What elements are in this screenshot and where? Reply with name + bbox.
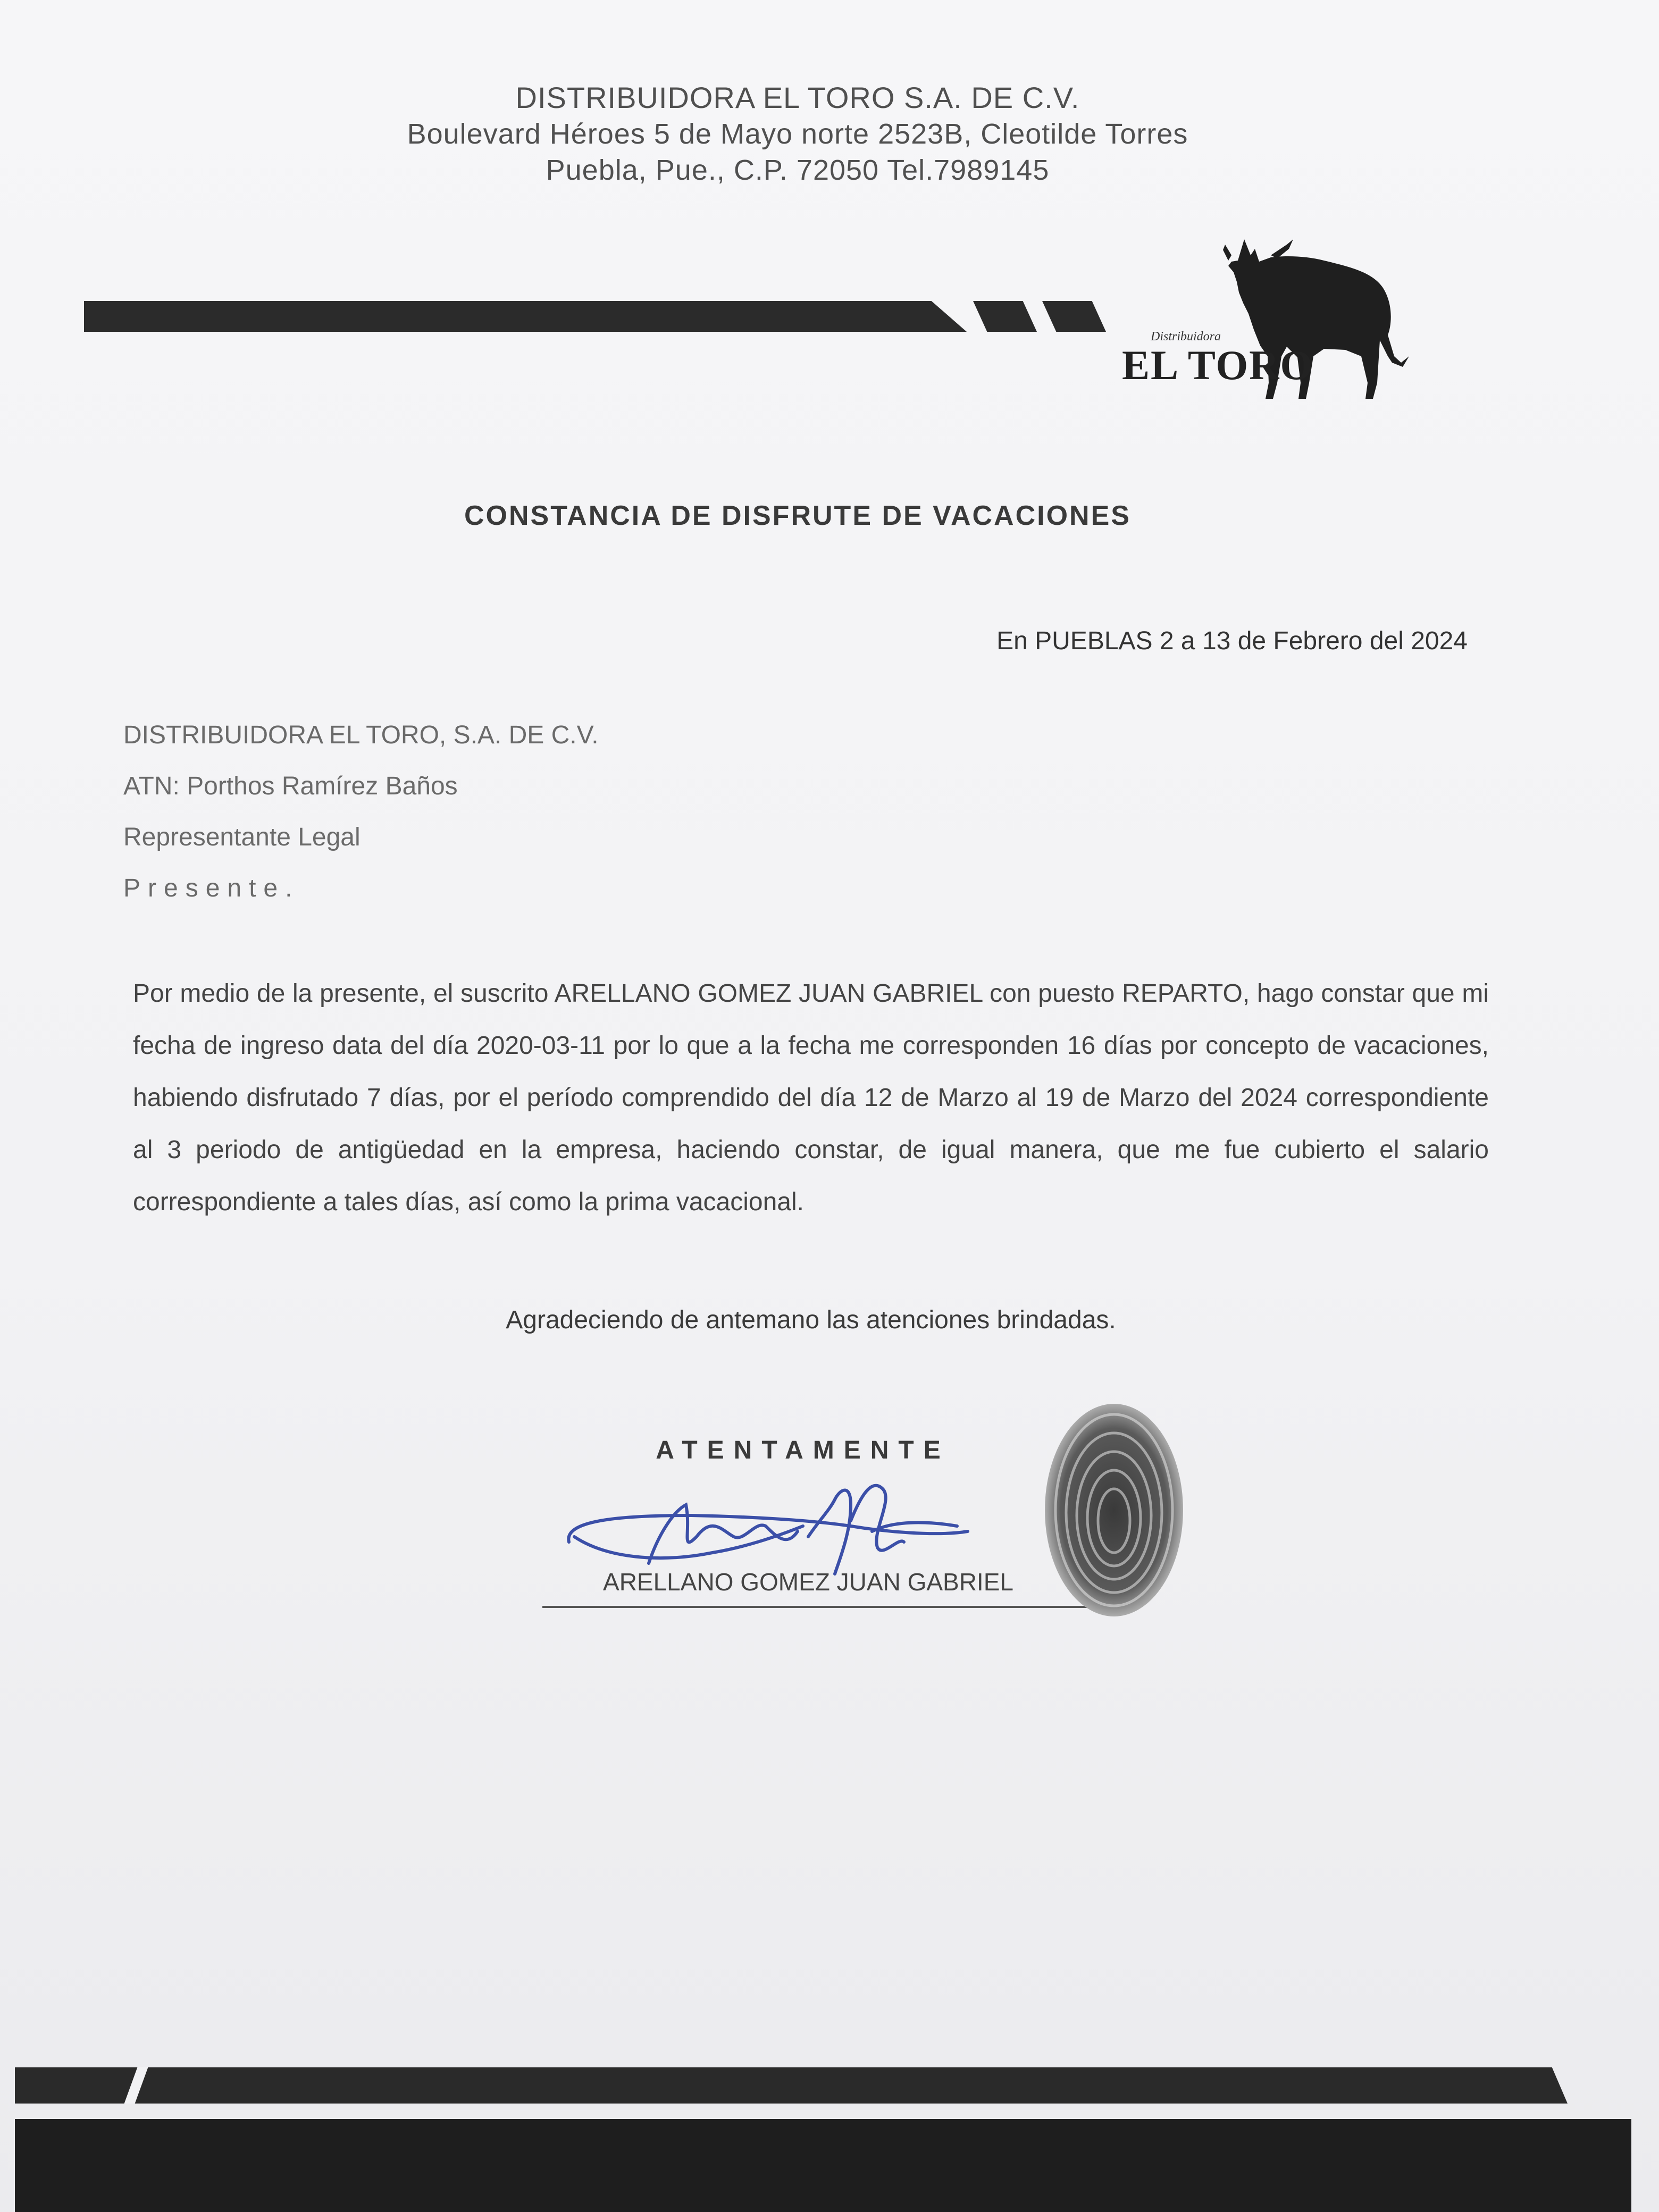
letterhead-address-line1: Boulevard Héroes 5 de Mayo norte 2523B, Cleotilde Torres (407, 118, 1188, 150)
addressee-role: Representante Legal (123, 823, 361, 851)
addressee-company: DISTRIBUIDORA EL TORO, S.A. DE C.V. (123, 721, 599, 749)
logo-small-text: Distribuidora (1150, 330, 1221, 343)
fingerprint-icon (1037, 1398, 1191, 1622)
header-divider-slash (973, 301, 1037, 332)
body-paragraph: Por medio de la presente, el suscrito ARELLANO GOMEZ JUAN GABRIEL con puesto REPARTO, hago constar que mi fecha de ingreso data del día 2020-03-11 por lo que a la fecha me corresponden 16 días por concepto de vacaciones, habiendo disfrutado 7 días, por el período comprendido del día 12 de Marzo al 19 de Marzo del 2024 correspondiente al 3 periodo de antigüedad en la empresa, haciendo constar, de igual manera, que me fue cubierto el salario correspondiente a tales días, así como la prima vacacional. (133, 979, 1489, 1216)
document-title: CONSTANCIA DE DISFRUTE DE VACACIONES (464, 500, 1131, 531)
closing-atentamente: ATENTAMENTE (656, 1436, 950, 1464)
letterhead-address-line2: Puebla, Pue., C.P. 72050 Tel.7989145 (546, 154, 1050, 186)
header-divider-bar (84, 301, 967, 332)
addressee-attention: ATN: Porthos Ramírez Baños (123, 772, 458, 800)
footer-band (15, 2119, 1631, 2212)
thanks-line: Agradeciendo de antemano las atenciones brindadas. (506, 1306, 1116, 1334)
header-divider-slash (1042, 301, 1106, 332)
addressee-block (123, 720, 599, 925)
signer-name: ARELLANO GOMEZ JUAN GABRIEL (603, 1568, 1013, 1596)
footer-bar (15, 2067, 1568, 2104)
letterhead-company: DISTRIBUIDORA EL TORO S.A. DE C.V. (515, 81, 1080, 114)
signature-line (542, 1606, 1106, 1608)
logo-brand-text: EL TORO (1122, 342, 1314, 388)
addressee-presente: Presente. (123, 874, 300, 902)
letterhead (319, 80, 1276, 188)
document-date: En PUEBLAS 2 a 13 de Febrero del 2024 (996, 627, 1468, 655)
